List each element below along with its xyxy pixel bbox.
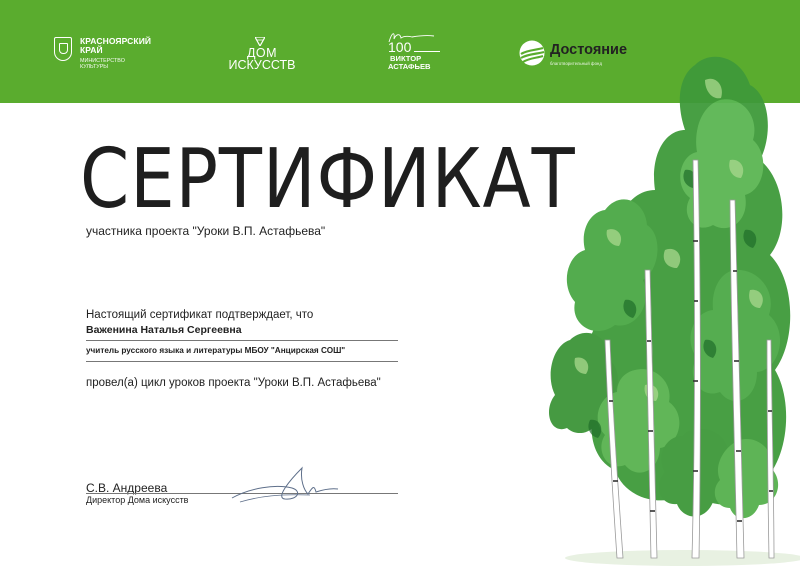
- signer-name: С.В. Андреева: [86, 481, 168, 495]
- confirm-text: Настоящий сертификат подтверждает, что: [86, 309, 314, 321]
- certificate-title: СЕРТИФИКАТ: [80, 132, 576, 227]
- handwritten-signature: [230, 458, 340, 508]
- certificate-subtitle: участника проекта "Уроки В.П. Астафьева": [86, 224, 326, 238]
- completed-text: провел(а) цикл уроков проекта "Уроки В.П. Астафьева": [86, 377, 381, 389]
- diamond-icon: [255, 37, 265, 46]
- crest-icon: [54, 37, 72, 61]
- dostoyanie-logo: Достояние благотворительный фонд: [519, 40, 669, 70]
- divider: [86, 361, 398, 362]
- dom-iskusstv-logo: ДОМ ИСКУССТВ: [222, 37, 302, 77]
- recipient-position: учитель русского языка и литературы МБОУ "Анцирская СОШ": [86, 346, 346, 355]
- birch-trees-illustration: [545, 40, 800, 569]
- dostoyanie-emblem-icon: [519, 40, 545, 66]
- recipient-name: Важенина Наталья Сергеевна: [86, 324, 242, 336]
- krasnoyarsk-logo: КРАСНОЯРСКИЙ КРАЙ МИНИСТЕРСТВО КУЛЬТУРЫ: [54, 37, 164, 71]
- astafiev-100-logo: 100 ВИКТОР АСТАФЬЕВ: [384, 30, 444, 80]
- divider: [86, 340, 398, 341]
- signer-role: Директор Дома искусств: [86, 495, 189, 505]
